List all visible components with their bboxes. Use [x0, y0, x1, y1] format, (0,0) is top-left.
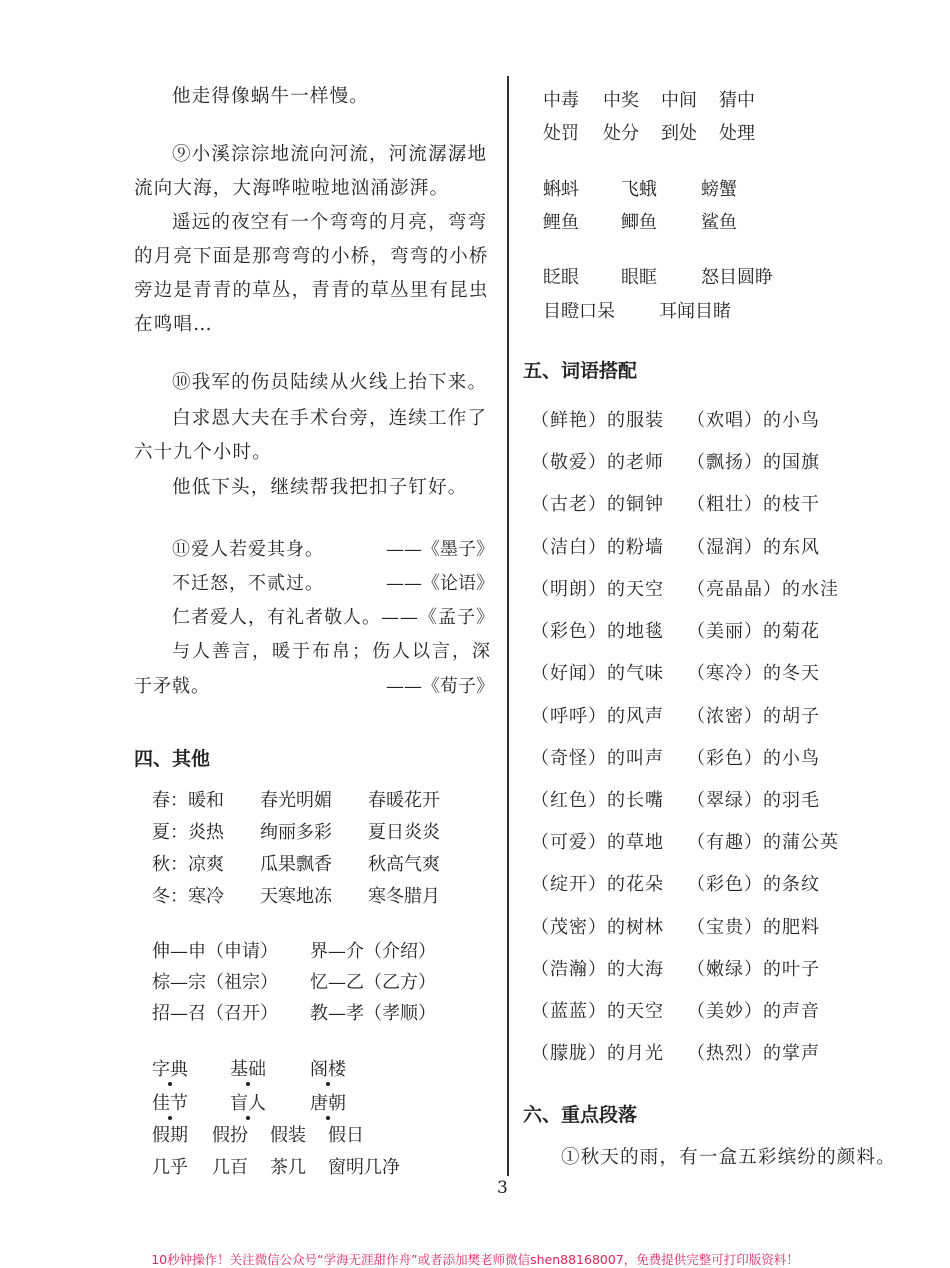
quote-lunyu-source: ——《论语》 — [386, 573, 494, 594]
para9-line1: ⑨小溪淙淙地流向河流，河流潺潺地 — [172, 144, 488, 165]
quote-xunzi-source: ——《荀子》 — [386, 676, 494, 697]
para10-line1: ⑩我军的伤员陆续从火线上抬下来。 — [172, 372, 488, 393]
quote-mengzi: 仁者爱人，有礼者敬人。——《孟子》 — [172, 607, 495, 628]
quote-mozi-source: ——《墨子》 — [386, 539, 494, 560]
para-autumn-rain: ①秋天的雨，有一盒五彩缤纷的颜料。 — [561, 1147, 896, 1168]
para-bethune-line1: 白求恩大夫在手术台旁，连续工作了 — [172, 408, 488, 429]
para9-line2: 流向大海，大海哗啦啦地汹涌澎湃。 — [134, 178, 450, 199]
para-moon-line3: 旁边是青青的草丛，青青的草丛里有昆虫 — [134, 280, 489, 301]
column-divider — [507, 76, 509, 1176]
quote-xunzi-line1: 与人善言，暖于布帛；伤人以言，深 — [172, 641, 492, 662]
promo-footer: 10秒钟操作！关注微信公众号“学海无涯甜作舟”或者添加樊老师微信shen88168007，免费提供完整可打印版资料！ — [151, 1252, 799, 1267]
document-page: 他走得像蜗牛一样慢。 ⑨小溪淙淙地流向河流，河流潺潺地 流向大海，大海哗啦啦地汹涌澎湃。 遥远的夜空有一个弯弯的月亮，弯弯 的月亮下面是那弯弯的小桥，弯弯的小桥 旁边是青青的草丛，青青的草丛里有昆虫 在鸣唱… ⑩我军的伤员陆续从火线上抬下来。 白求恩大夫在手术台旁，连续工作了 六十九个小时。 他低下头，继续帮我把扣子钉好。 ⑪爱人若爱其身。 ——《墨子》 不迁怒，不贰过。 ——《论语》 仁者爱人，有礼者敬人。——《孟子》 与人善言，暖于布帛；伤人以言，深 于矛戟。 ——《荀子》 四、其他 春：暖和 春光明媚 春暖花开 夏：炎热 绚丽多彩 夏日炎炎 秋：凉爽 瓜果飘香 秋高气爽 冬：寒冷 天寒地冻 寒冬腊月 伸—申（申请） 界—介（介绍） 棕—宗（祖宗） 忆—乙（乙方） 招—召（召开） 教—孝（孝顺） 字典 基础 阁楼 佳节 盲人 唐朝 假期 假扮 假装 假日 几乎 几百 茶几 窗明几净 中毒 中奖 中间 猜中 处罚 处分 到处 处理 蝌蚪 飞蛾 螃蟹 鲤鱼 鲫鱼 鲨鱼 眨眼 眼眶 怒目圆睁 目瞪口呆 耳闻目睹 五、词语搭配 （鲜艳）的服装 （欢唱）的小鸟 （敬爱）的老师 （飘扬）的国旗 （古老）的铜钟 （粗壮）的枝干 （洁白）的粉墙 （湿润）的东风 （明朗）的天空 （亮晶晶）的水洼 （彩色）的地毯 （美丽）的菊花 （好闻）的气味 （寒冷）的冬天 （呼呼）的风声 （浓密）的胡子 （奇怪）的叫声 （彩色）的小鸟 （红色）的长嘴 （翠绿）的羽毛 （可爱）的草地 （有趣）的蒲公英 （绽开）的花朵 （彩色）的条纹 （茂密）的树林 （宝贵）的肥料 （浩瀚）的大海 （嫩绿）的叶子 （蓝蓝）的天空 （美妙）的声音 （朦胧）的月光 （热烈）的掌声 六、重点段落 ①秋天的雨，有一盒五彩缤纷的颜料。 3 10秒钟操作！关注微信公众号“学海无涯甜作舟”或者添加樊老师微信shen88168007，免费提供完整可打印版资料！ — [0, 0, 950, 1268]
para-moon-line4: 在鸣唱… — [134, 314, 213, 335]
para-bethune-line2: 六十九个小时。 — [134, 442, 272, 463]
section-five-heading: 五、词语搭配 — [523, 360, 638, 382]
quote-mozi: ⑪爱人若爱其身。 — [172, 539, 324, 560]
para-moon-line2: 的月亮下面是那弯弯的小桥，弯弯的小桥 — [134, 246, 489, 267]
page-number: 3 — [497, 1178, 508, 1198]
section-four-heading: 四、其他 — [134, 748, 211, 770]
para-moon-line1: 遥远的夜空有一个弯弯的月亮，弯弯 — [172, 212, 488, 233]
quote-xunzi-line2: 于矛戟。 — [134, 676, 210, 697]
para-button: 他低下头，继续帮我把扣子钉好。 — [172, 477, 468, 498]
section-six-heading: 六、重点段落 — [523, 1104, 638, 1126]
quote-lunyu: 不迁怒，不贰过。 — [172, 573, 324, 594]
sentence-snail: 他走得像蜗牛一样慢。 — [172, 86, 370, 107]
